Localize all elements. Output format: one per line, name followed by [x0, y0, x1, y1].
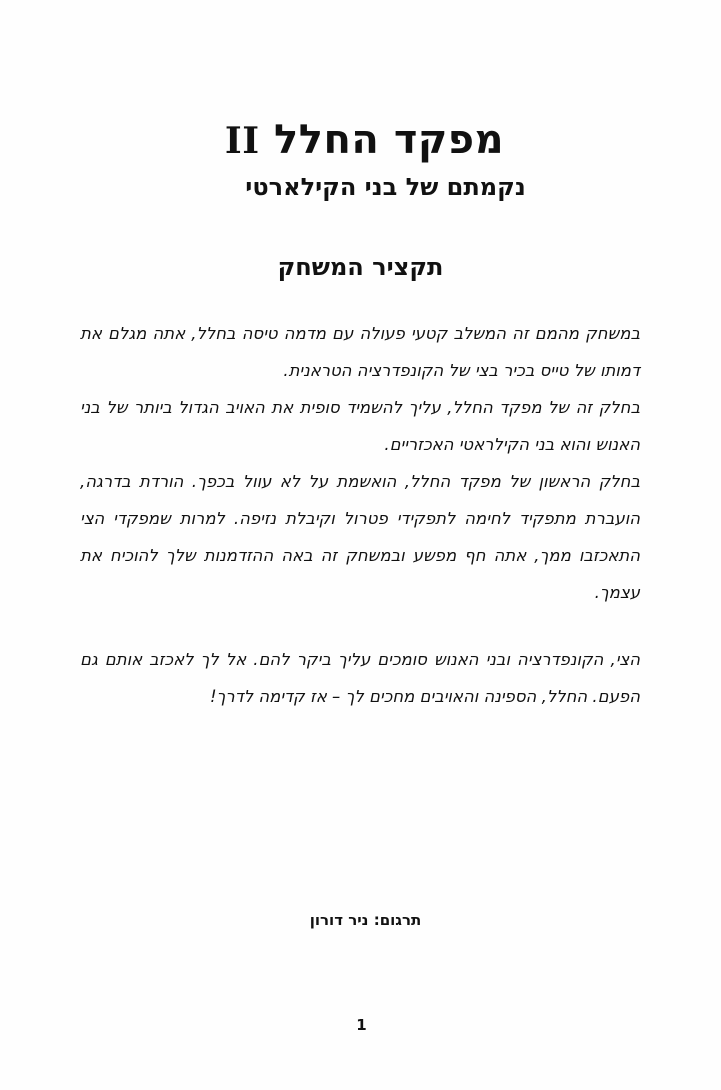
section-heading: תקציר המשחק: [277, 253, 444, 281]
paragraph-backstory: בחלק הראשון של מפקד החלל, הואשמת על לא עוול בכפך. הורדת בדרגה, הועברת מתפקיד לחימה לתפקידי פטרול וקיבלת נזיפה. למרות שמפקדי הצי התאכזבו ממך, אתה חף מפשע ובמשחק זה באה ההזדמנות שלך להוכיח את עצמך.: [80, 472, 640, 602]
title-text: מפקד החלל: [274, 117, 505, 163]
title-numeral: II: [224, 120, 260, 162]
page-number: 1: [356, 1016, 367, 1034]
paragraph-intro: במשחק מהמם זה המשלב קטעי פעולה עם מדמה טיסה בחלל, אתה מגלם את דמותו של טייס בכיר בצי של הקונפדרציה הטראנית.: [80, 324, 640, 380]
translator-credit: תרגום: ניר דורון: [309, 911, 422, 929]
page-title: [0, 112, 721, 169]
paragraph-gap: [80, 611, 640, 641]
body-text: [80, 315, 640, 715]
paragraph-mission: בחלק זה של מפקד החלל, עליך להשמיד סופית את האויב הגדול ביותר של בני האנוש והוא בני הקילראטי האכזריים.: [80, 398, 640, 454]
page-subtitle: נקמתם של בני הקילארטי: [245, 173, 526, 201]
paragraph-closing: הצי, הקונפדרציה ובני האנוש סומכים עליך ביקר להם. אל לך לאכזב אותם גם הפעם. החלל, הספינה והאויבים מחכים לך – אז קדימה לדרך!: [80, 650, 640, 706]
